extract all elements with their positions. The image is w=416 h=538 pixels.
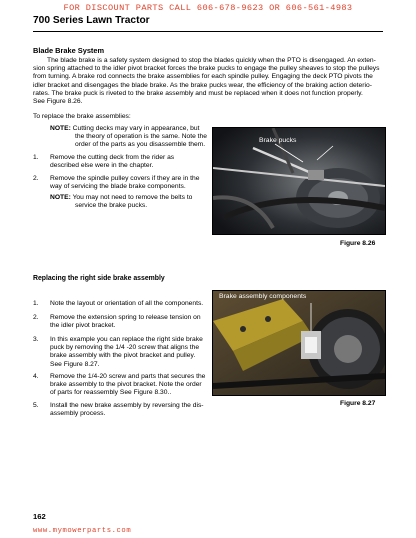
note-line: the theory of operation is the same. Note the	[75, 133, 207, 141]
paragraph-line: See Figure 8.26.	[33, 98, 83, 106]
figure-8-26-caption: Figure 8.26	[340, 240, 376, 247]
step-line: Remove the extension spring to release tension on	[50, 314, 201, 321]
heading-rule	[33, 31, 383, 32]
step-line: assembly process.	[50, 410, 106, 418]
step-line: described else were in the chapter.	[50, 162, 154, 170]
note-line: You may not need to remove the belts to	[72, 194, 193, 201]
note-label: NOTE:	[50, 125, 71, 132]
step-number: 5.	[33, 402, 39, 409]
step-line: the idler pivot bracket.	[50, 322, 116, 330]
paragraph-line: rates. The brake puck is riveted to the brake assembly and must be replaced when it does not function properly.	[33, 89, 363, 97]
note-line: order of the parts as you disassemble them.	[75, 141, 206, 149]
discount-banner: FOR DISCOUNT PARTS CALL 606-678-9623 OR 606-561-4983	[63, 3, 353, 13]
brake-pucks-photo-image	[213, 128, 385, 234]
note-cutting-decks	[50, 125, 207, 150]
procedure-intro: To replace the brake assemblies:	[33, 113, 131, 120]
step-line: Remove the spindle pulley covers if they are in the	[50, 175, 200, 182]
step-number: 3.	[33, 336, 39, 343]
step-text	[50, 373, 205, 398]
blade-brake-paragraph	[33, 57, 385, 106]
step-line: Install the new brake assembly by reversing the dis-	[50, 402, 204, 409]
step-line: See Figure 8.27.	[50, 360, 100, 368]
figure-8-27-caption: Figure 8.27	[340, 400, 376, 407]
note-line: service the brake pucks.	[75, 202, 148, 210]
step-line: of parts for reassembly See Figure 8.30..	[50, 389, 172, 397]
step-number: 4.	[33, 373, 39, 380]
page-number: 162	[33, 512, 46, 521]
paragraph-line: idler bracket and disengages the blade brake. As the brake pucks wear, the efficiency of the braking action deterio-	[33, 81, 372, 89]
step-line: Remove the 1/4-20 screw and parts that secures the	[50, 373, 206, 380]
step-number: 2.	[33, 175, 39, 182]
step-text	[50, 336, 203, 369]
figure-8-27-photo	[212, 290, 386, 396]
brake-assembly-photo-image	[213, 291, 385, 395]
note-belts	[50, 194, 192, 210]
step-number: 1.	[33, 154, 39, 161]
step-line: Note the layout or orientation of all the components.	[50, 300, 204, 307]
step-line: Remove the cutting deck from the rider as	[50, 154, 175, 161]
paragraph-line: The blade brake is a safety system designed to stop the blades quickly when the PTO is disengaged. An exten-	[47, 57, 376, 64]
step-text	[50, 175, 199, 191]
step-number: 2.	[33, 314, 39, 321]
footer-website-link[interactable]: www.mymowerparts.com	[33, 527, 132, 535]
brake-assembly-label: Brake assembly components	[219, 293, 307, 300]
figure-8-26-photo	[212, 127, 386, 235]
step-text	[50, 314, 201, 330]
step-text	[50, 300, 203, 308]
section-title-right-brake: Replacing the right side brake assembly	[33, 275, 165, 282]
step-text	[50, 154, 174, 170]
step-line: way of servicing the blade brake components.	[50, 183, 186, 191]
note-line: Cutting decks may vary in appearance, but	[72, 125, 200, 132]
step-number: 1.	[33, 300, 39, 307]
step-line: brake assembly to the pivot bracket. Note the order	[50, 381, 202, 389]
paragraph-line: from turning. A brake rod connects the brake assemblies for each spindle pulley. Engaging the deck PTO pivots the	[33, 73, 373, 81]
step-line: brake assembly with the pivot bracket and pulley.	[50, 352, 196, 360]
step-text	[50, 402, 204, 418]
step-line: In this example you can replace the right side brake	[50, 336, 203, 343]
step-line: puck by removing the 1/4 -20 screw that aligns the	[50, 344, 200, 352]
section-title-blade-brake: Blade Brake System	[33, 46, 105, 55]
note-label: NOTE:	[50, 194, 71, 201]
paragraph-line: sion spring attached to the idler pivot bracket forces the brake pucks to engage the pulley sheaves to stop the pulleys	[33, 65, 380, 73]
page-heading: 700 Series Lawn Tractor	[33, 15, 150, 26]
brake-pucks-label: Brake pucks	[259, 137, 297, 144]
